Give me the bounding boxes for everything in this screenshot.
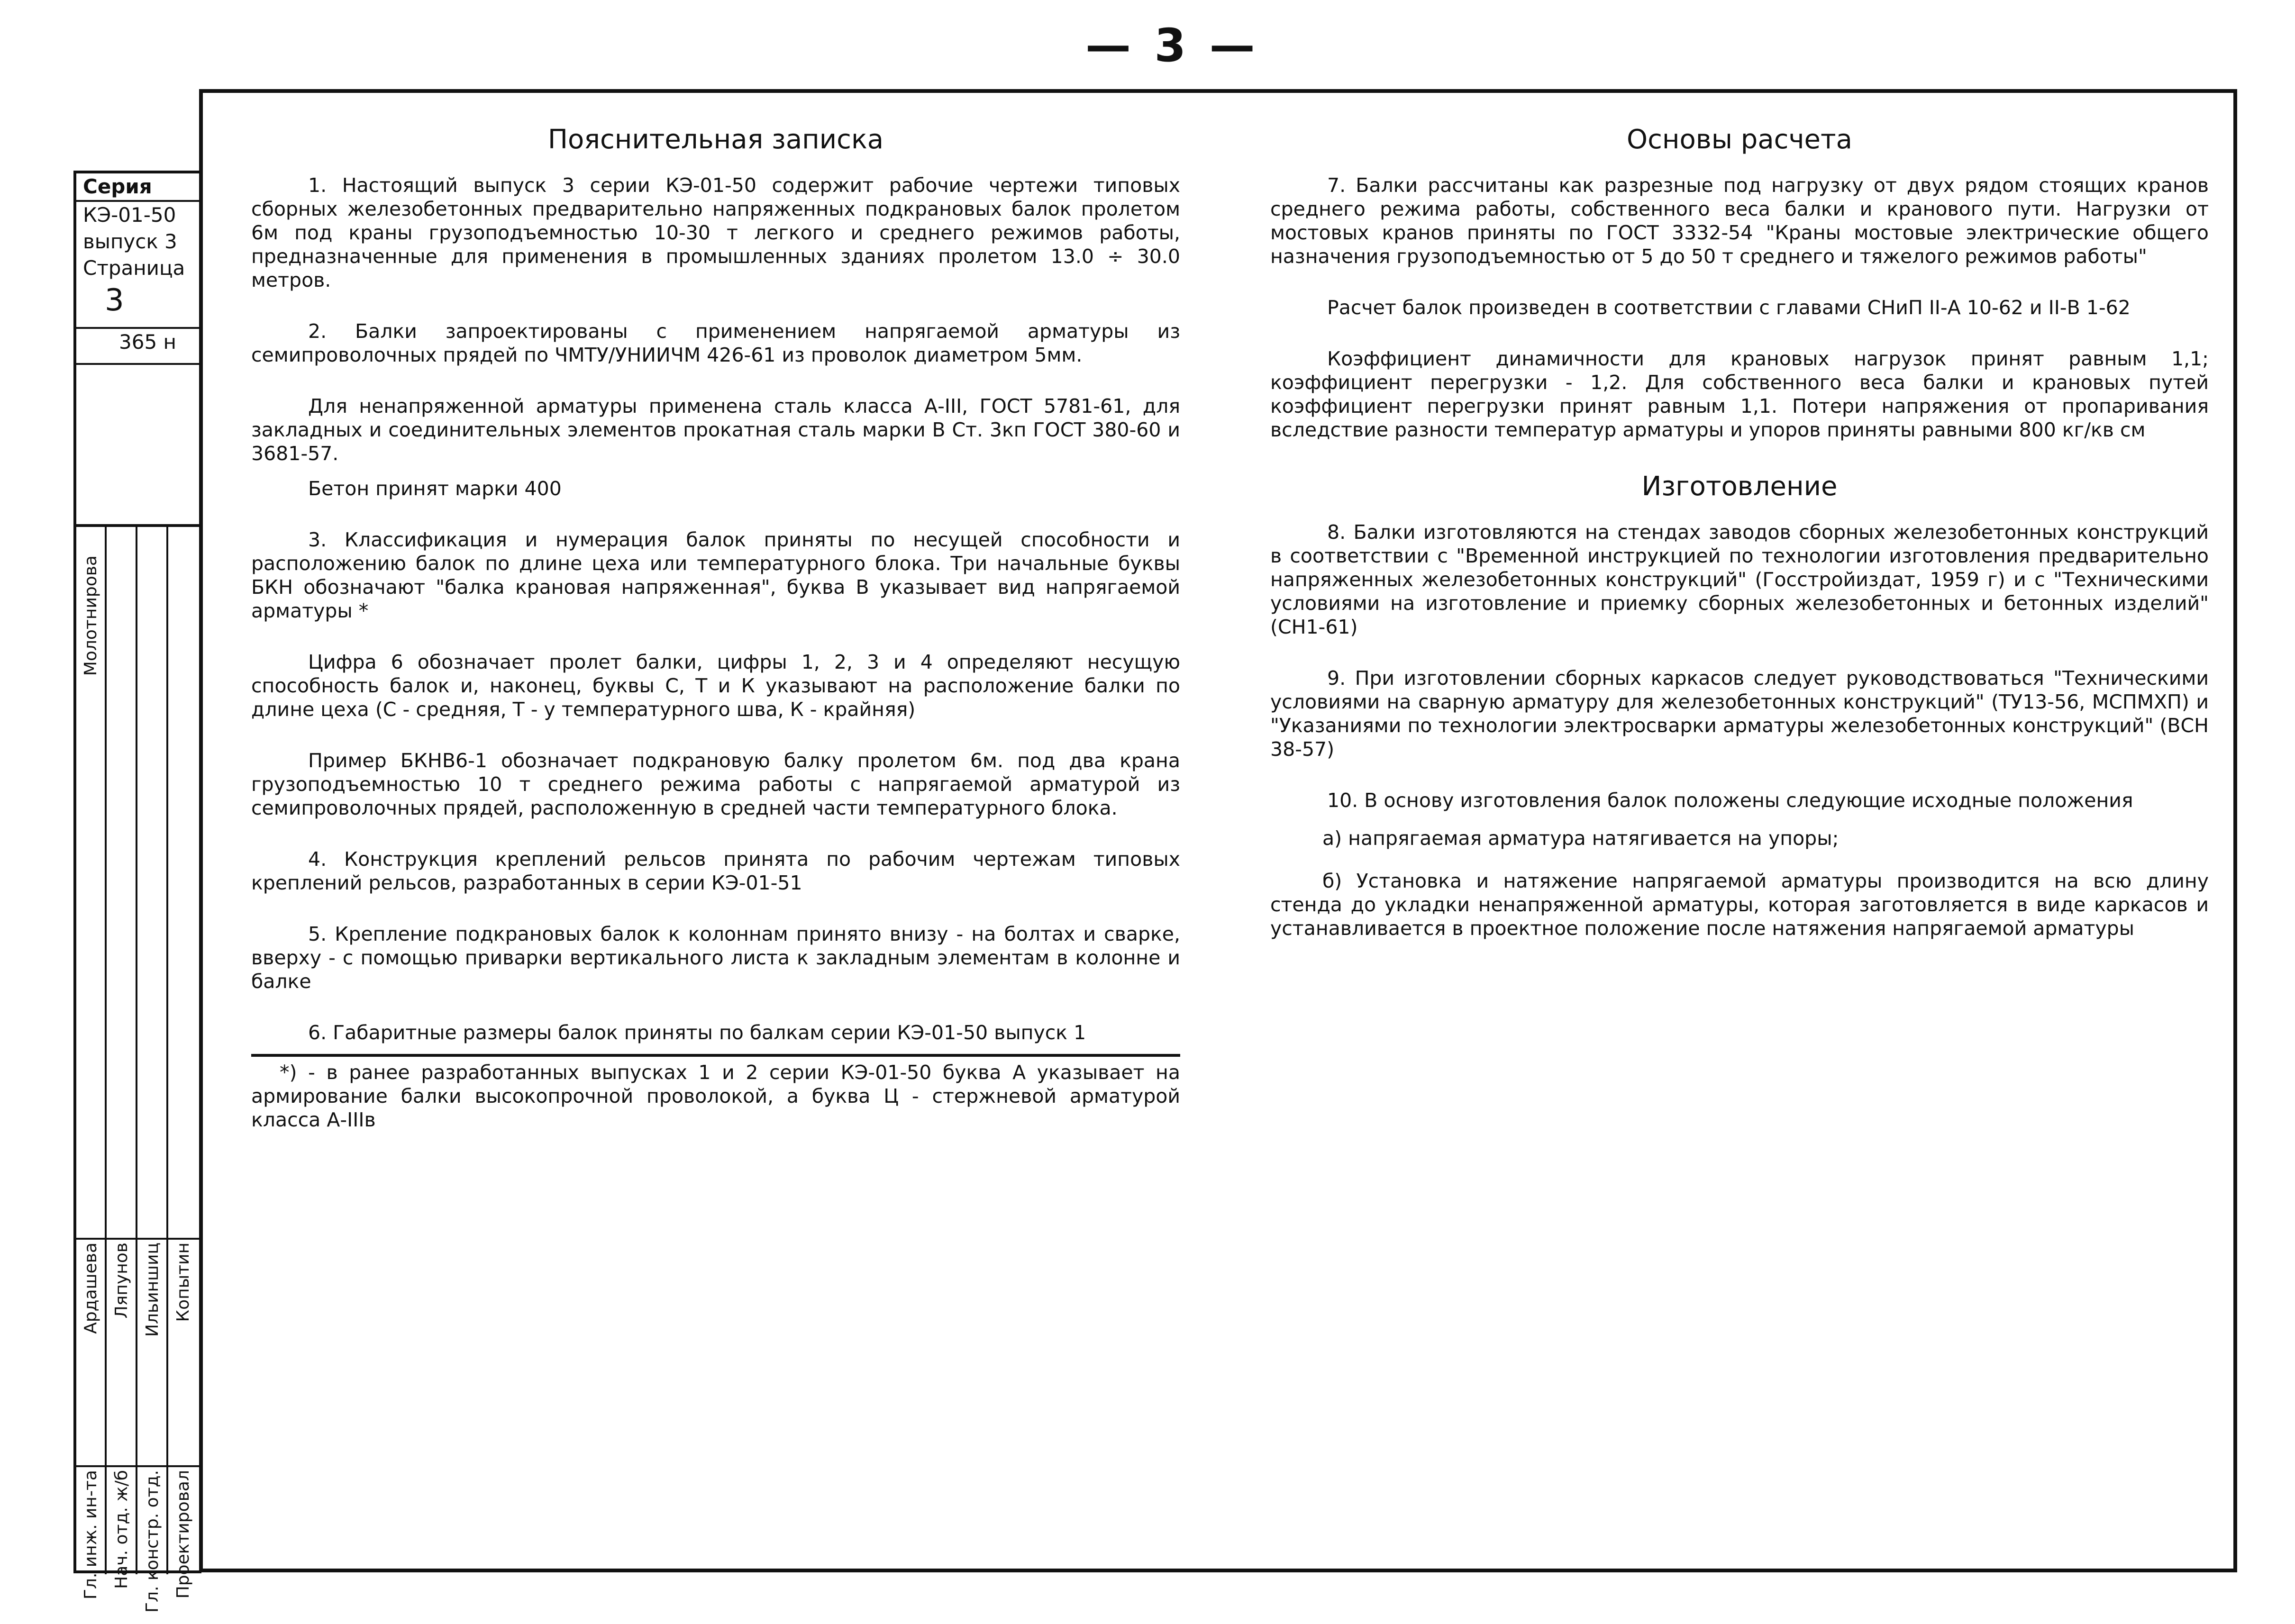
note-paragraph: Для ненапряженной арматуры применена сталь класса А-III, ГОСТ 5781-61, для закладных и соединительных элементов прокатная сталь марки В Ст. 3кп ГОСТ 380-60 и 3681-57.: [251, 395, 1180, 465]
calc-paragraph: 7. Балки рассчитаны как разрезные под нагрузку от двух рядом стоящих кранов среднего режима работы, собственного веса балки и кранового пути. Нагрузки от мостовых кранов приняты по ГОСТ 3332-54 "Краны мостовые электрические общего назначения грузоподъемностью от 5 до 50 т среднего и тяжелого режимов работы": [1270, 174, 2209, 268]
signature-name-4: Ардашева: [81, 1243, 100, 1334]
footnote-divider: [251, 1054, 1180, 1057]
page-number: — 3 —: [1085, 19, 1259, 72]
note-paragraph: Пример БКНВ6-1 обозначает подкрановую балку пролетом 6м. под два крана грузоподъемностью 10 т среднего режима работы с напрягаемой арматурой из семипроволочных прядей, расположенную в средней части температурного блока.: [251, 749, 1180, 819]
signature-role-3: Гл. констр. отд.: [143, 1470, 162, 1613]
note-paragraph: 4. Конструкция креплений рельсов принята по рабочим чертежам типовых креплений рельсов, разработанных в серии КЭ-01-51: [251, 848, 1180, 894]
note-paragraph: 3. Классификация и нумерация балок приняты по несущей способности и расположению балок по длине цеха или температурного блока. Три начальные буквы БКН обозначают "балка крановая напряженная", буква В указывает вид напрягаемой арматуры *: [251, 528, 1180, 622]
signature-name-1: Копытин: [173, 1243, 193, 1322]
note-paragraph: 6. Габаритные размеры балок приняты по балкам серии КЭ-01-50 выпуск 1: [308, 1021, 1086, 1044]
series-issue: выпуск 3: [83, 230, 177, 253]
signature-table: [76, 524, 201, 1613]
note-paragraph: 5. Крепление подкрановых балок к колоннам принято внизу - на болтах и сварке, вверху - с помощью приварки вертикального листа к закладным элементам в колонне и балке: [251, 923, 1180, 993]
signature-name-5: Молотнирова: [81, 555, 100, 676]
stamp-code: 365 н: [119, 330, 176, 354]
title-block-strip: [73, 171, 201, 1613]
manufacturing-heading: Изготовление: [1641, 471, 1838, 502]
note-paragraph: Цифра 6 обозначает пролет балки, цифры 1, 2, 3 и 4 определяют несущую способность балок и, наконец, буквы С, Т и К указывают на расположение балки по длине цеха (С - средняя, Т - у температурного шва, К - крайняя): [251, 651, 1180, 721]
sub-item: а) напрягаемая арматура натягивается на упоры;: [1322, 827, 1839, 850]
note-paragraph: 1. Настоящий выпуск 3 серии КЭ-01-50 содержит рабочие чертежи типовых сборных железобетонных предварительно напряженных подкрановых балок пролетом 6м под краны грузоподъемностью 10-30 т легкого и среднего режимов работы, предназначенные для применения в промышленных зданиях пролетом 13.0 ÷ 30.0 метров.: [251, 174, 1180, 291]
note-paragraph: Бетон принят марки 400: [308, 477, 562, 500]
calculation-and-manufacturing: [1270, 123, 2209, 959]
signature-name-2: Ильиншиц: [143, 1243, 162, 1337]
series-stamp: [76, 173, 201, 406]
make-paragraph: 10. В основу изготовления балок положены следующие исходные положения: [1327, 789, 2133, 812]
calc-paragraph: Коэффициент динамичности для крановых нагрузок принят равным 1,1; коэффициент перегрузки - 1,2. Для собственного веса балки и крановых путей коэффициент перегрузки принят равным 1,1. Потери напряжения от пропаривания вследствие разности температур арматуры и упоров приняты равными 800 кг/кв см: [1270, 347, 2209, 441]
signature-name-3: Ляпунов: [112, 1243, 131, 1319]
calc-paragraph: Расчет балок произведен в соответствии с главами СНиП II-А 10-62 и II-В 1-62: [1327, 296, 2131, 319]
signature-role-2: Нач. отд. ж/б: [112, 1470, 131, 1589]
signature-role-1: Гл. инж. ин-та: [81, 1470, 100, 1600]
sub-item: б) Установка и натяжение напрягаемой арматуры производится на всю длину стенда до укладки ненапряженной арматуры, которая заготовляется в виде каркасов и устанавливается в проектное положение после натяжения напрягаемой арматуры: [1270, 870, 2209, 940]
sheet-number: 3: [105, 283, 124, 318]
explanatory-note: [251, 123, 1180, 1159]
explanatory-note-heading: Пояснительная записка: [547, 124, 884, 155]
series-label: Серия: [76, 173, 201, 202]
sheet-label: Страница: [83, 256, 185, 280]
make-paragraph: 8. Балки изготовляются на стендах заводов сборных железобетонных конструкций в соответствии с "Временной инструкцией по технологии изготовления предварительно напряженных железобетонных конструкций" (Госстройиздат, 1959 г) и с "Техническими условиями на изготовление и приемку сборных железобетонных и бетонных изделий" (СН1-61): [1270, 521, 2209, 638]
note-paragraph: 2. Балки запроектированы с применением напрягаемой арматуры из семипроволочных прядей по ЧМТУ/УНИИЧМ 426-61 из проволок диаметром 5мм.: [251, 320, 1180, 366]
make-paragraph: 9. При изготовлении сборных каркасов следует руководствоваться "Техническими условиями на сварную арматуру для железобетонных конструкций" (ТУ13-56, МСПМХП) и "Указаниями по технологии электросварки арматуры железобетонных конструкций" (ВСН 38-57): [1270, 667, 2209, 761]
calculation-heading: Основы расчета: [1627, 124, 1852, 155]
footnote: *) - в ранее разработанных выпусках 1 и 2 серии КЭ-01-50 буква А указывает на армирование балки высокопрочной проволокой, а буква Ц - стержневой арматурой класса А-IIIв: [251, 1061, 1180, 1131]
signature-role-4: Проектировал: [173, 1470, 193, 1599]
series-code: КЭ-01-50: [83, 203, 176, 227]
